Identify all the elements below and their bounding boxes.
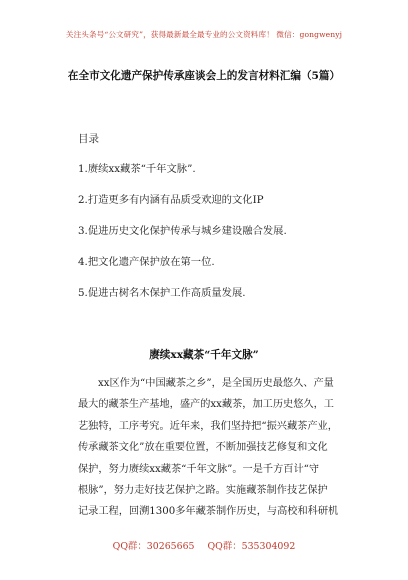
toc-item: 2.打造更多有内涵有品质受欢迎的文化IP <box>78 194 264 206</box>
toc-item: 1.赓续xx藏茶“千年文脉”. <box>78 163 196 175</box>
table-of-contents <box>78 162 287 317</box>
toc-item: 3.促进历史文化保护传承与城乡建设融合发展. <box>78 225 287 237</box>
section-title: 赓续xx藏茶“千年文脉” <box>149 349 259 361</box>
body-line: 根脉”，努力走好技艺保护之路。实施藏茶制作技艺保护 <box>78 484 328 496</box>
body-line: 最大的藏茶生产基地，盛产的xx藏茶，加工历史悠久，工 <box>78 399 334 411</box>
footer-qq-group-1: QQ群：30265665 <box>112 541 195 552</box>
header-banner: 关注头条号“公文研究”，获得最新最全最专业的公文资料库！ 微信：gongwenyj <box>65 30 343 39</box>
body-line: 记录工程，回溯1300多年藏茶制作历史，与高校和科研机 <box>78 506 339 518</box>
toc-item: 5.促进古树名木保护工作高质量发展. <box>78 287 246 299</box>
body-line: 艺独特，工序考究。近年来，我们坚持把“振兴藏茶产业， <box>78 420 338 432</box>
footer-contact <box>0 538 408 552</box>
toc-heading: 目录 <box>78 133 99 145</box>
footer-qq-group-2: QQ群：535304092 <box>207 541 296 552</box>
body-line: 传承藏茶文化”放在重要位置，不断加强技艺修复和文化 <box>78 442 328 454</box>
body-line: xx区作为“中国藏茶之乡”，是全国历史最悠久、产量 <box>98 378 334 389</box>
toc-item: 4.把文化遗产保护放在第一位. <box>78 256 215 268</box>
document-title: 在全市文化遗产保护传承座谈会上的发言材料汇编（5篇） <box>67 70 341 82</box>
body-line: 保护，努力赓续xx藏茶“千年文脉”。一是千方百计“守 <box>78 463 320 475</box>
body-paragraph <box>78 377 344 527</box>
